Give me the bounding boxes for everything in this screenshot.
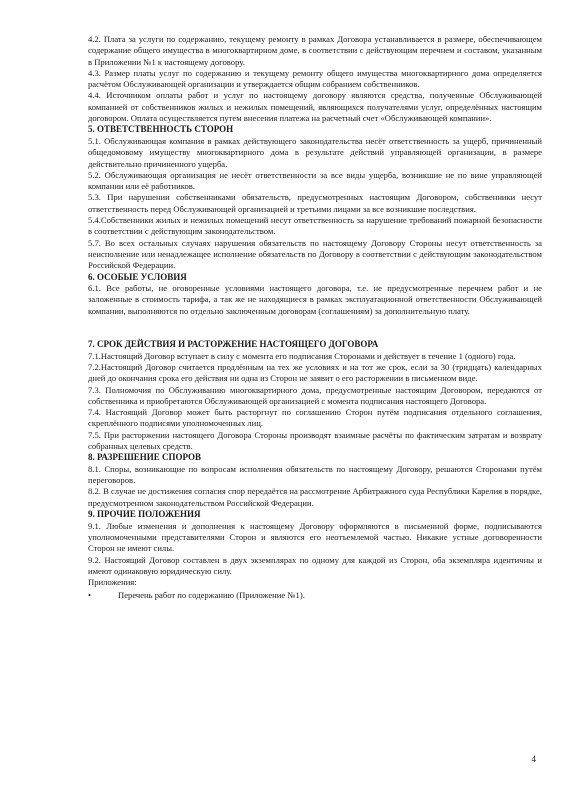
appendix-label: Приложения:	[88, 577, 137, 588]
clause-6-1: 6.1. Все работы, не оговоренные условиями настоящего договора, т.е. не предусмотренные перечнем работ и не заложенные в стоимость тарифа, а так же не находящиеся в рамках эксплуатационной ответственности Обслуживающей компании, выполняются по отдельно заключенным договорам (соглашениям) за дополнительную плату.	[88, 283, 542, 316]
clause-4-3: 4.3. Размер платы услуг по содержанию и текущему ремонту общего имущества многоквартирного дома определяется расчётом Обслуживающей организации и утверждается общим собранием собственников.	[88, 67, 542, 90]
clause-8-1: 8.1. Споры, возникающие по вопросам исполнения обязательств по настоящему Договору, решаются Сторонами путём переговоров.	[88, 463, 542, 486]
clause-7-2: 7.2.Настоящий Договор считается продлённым на тех же условиях и на тот же срок, если за 30 (тридцать) календарных дней до окончания срока его действия ни одна из Сторон не заявит о его расторжении в письменном виде.	[88, 361, 542, 384]
bullet-icon: •	[88, 590, 92, 601]
clause-7-1: 7.1.Настоящий Договор вступает в силу с момента его подписания Сторонами и действует в течение 1 (одного) года.	[88, 350, 516, 361]
clause-9-2: 9.2. Настоящий Договор составлен в двух экземплярах по одному для каждой из Сторон, оба экземпляра идентичны и имеют одинаковую юридическую силу.	[88, 554, 542, 576]
section-6-title: 6. ОСОБЫЕ УСЛОВИЯ	[88, 271, 187, 282]
section-7-title: 7. СРОК ДЕЙСТВИЯ И РАСТОРЖЕНИЕ НАСТОЯЩЕГО ДОГОВОРА	[88, 339, 379, 350]
clause-5-4: 5.4.Собственники жилых и нежилых помещений несут ответственность за нарушение требований пожарной безопасности в соответствии с действующим законодательством.	[88, 215, 542, 237]
clause-5-7: 5.7. Во всех остальных случаях нарушения обязательств по настоящему Договору Стороны несут ответственность за неисполнение или ненадлежащее исполнение обязательств по Договору в соответствии с действующим законодательством Российской Федерации.	[88, 237, 542, 271]
section-9-title: 9. ПРОЧИЕ ПОЛОЖЕНИЯ	[88, 509, 201, 520]
section-5-title: 5. ОТВЕТСТВЕННОСТЬ СТОРОН	[88, 124, 234, 135]
clause-7-3: 7.3. Полномочия по Обслуживанию многоквартирного дома, предусмотренные настоящим Договором, передаются от собственника и приобретаются Обслуживающей организацией с момента подписания настоящего Договора.	[88, 384, 542, 406]
section-8-title: 8. РАЗРЕШЕНИЕ СПОРОВ	[88, 452, 201, 463]
clause-4-2: 4.2. Плата за услуги по содержанию, текущему ремонту в рамках Договора устанавливается в размере, обеспечивающем содержание общего имущества в многоквартирном доме, в соответствии с действующим перечнем и составом, указанным в Приложении №1 к настоящему договору.	[88, 34, 542, 67]
clause-4-4: 4.4. Источником оплаты работ и услуг по настоящему договору являются средства, полученные Обслуживающей компанией от собственников жилых и нежилых помещений, являющихся получателями услуг, определённых настоящим договором. Оплата осуществляется путем внесения платежа на расчетный счет «Обслуживающей компании».	[88, 90, 542, 124]
page-number: 4	[531, 754, 536, 764]
section-spacer	[88, 317, 542, 339]
clause-9-1: 9.1. Любые изменения и дополнения к настоящему Договору оформляются в письменной форме, подписываются уполномоченными представителями Сторон и являются его неотъемлемой частью. Никакие устные договоренности Сторон не имеют силы.	[88, 520, 542, 554]
clause-5-2: 5.2. Обслуживающая организация не несёт ответственности за все виды ущерба, возникшие не по вине управляющей компании или её работников.	[88, 169, 542, 192]
clause-5-3: 5.3. При нарушении собственниками обязательств, предусмотренных настоящим Договором, собственники несут ответственность перед Обслуживающей организацией и третьими лицами за все возникшие последствия.	[88, 192, 542, 214]
appendix-item-text: Перечень работ по содержанию (Приложение №1).	[118, 590, 305, 601]
appendix-list-item	[88, 590, 542, 601]
clause-7-4: 7.4. Настоящий Договор может быть расторгнут по соглашению Сторон путём подписания отдельного соглашения, скреплённого подписями уполномоченных лиц.	[88, 407, 542, 429]
clause-7-5: 7.5. При расторжении настоящего Договора Стороны производят взаимные расчёты по фактическим затратам и возврату собранных целевых средств.	[88, 429, 542, 451]
clause-8-2: 8.2. В случае не достижения согласия спор передаётся на рассмотрение Арбитражного суда Республики Карелия в порядке, предусмотренном законодательством Российской Федерации.	[88, 486, 542, 508]
clause-5-1: 5.1. Обслуживающая компания в рамках действующего законодательства несёт ответственность за ущерб, причиненный общедомовому имуществу многоквартирного дома в результате действий управляющей организации, в размере действительно причиненного ущерба.	[88, 135, 542, 169]
